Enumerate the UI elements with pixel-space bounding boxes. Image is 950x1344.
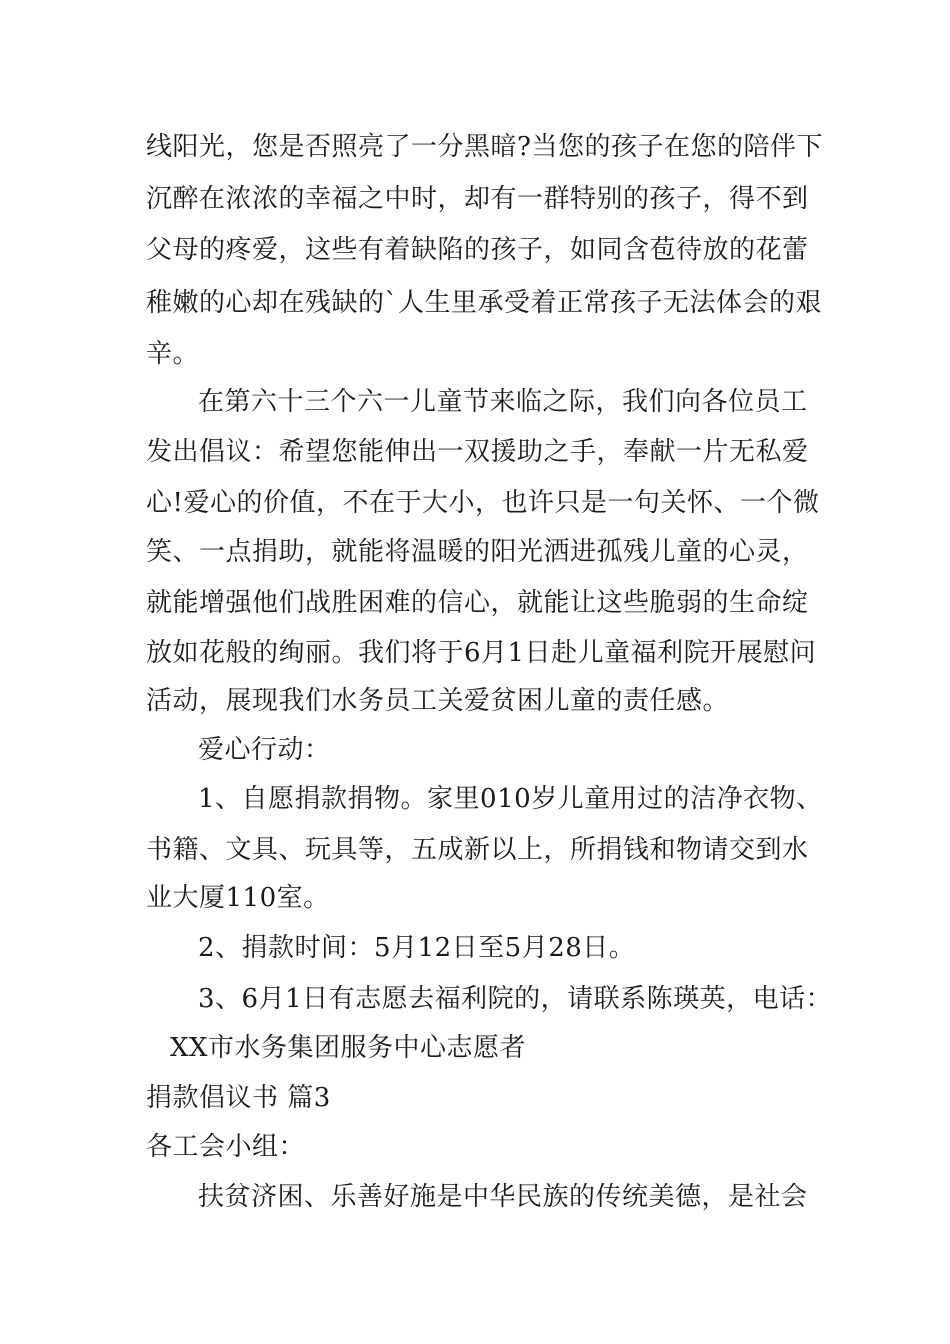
list-item: 1、自愿捐款捐物。家里010岁儿童用过的洁净衣物、: [198, 784, 823, 814]
list-item: 3、6月1日有志愿去福利院的，请联系陈瑛英，电话：: [198, 984, 833, 1014]
paragraph-line: 扶贫济困、乐善好施是中华民族的传统美德，是社会: [198, 1182, 808, 1212]
paragraph-line: 在第六十三个六一儿童节来临之际，我们向各位员工: [198, 387, 808, 417]
list-item-continuation: 业大厦110室。: [146, 883, 330, 913]
paragraph-line: 父母的疼爱，这些有着缺陷的孩子，如同含苞待放的花蕾: [146, 235, 809, 265]
signature: XX市水务集团服务中心志愿者: [170, 1033, 527, 1063]
paragraph-line: 沉醉在浓浓的幸福之中时，却有一群特别的孩子，得不到: [146, 184, 809, 214]
paragraph-line: 辛。: [146, 339, 200, 369]
paragraph-line: 稚嫩的心却在残缺的`人生里承受着正常孩子无法体会的艰: [146, 288, 823, 318]
list-item: 2、捐款时间：5月12日至5月28日。: [198, 933, 636, 963]
paragraph-line: 就能增强他们战胜困难的信心，就能让这些脆弱的生命绽: [146, 588, 809, 618]
paragraph-line: 线阳光，您是否照亮了一分黑暗?当您的孩子在您的陪伴下: [146, 132, 823, 162]
salutation: 各工会小组：: [146, 1132, 306, 1162]
list-item-continuation: 书籍、文具、玩具等，五成新以上，所捐钱和物请交到水: [146, 835, 809, 865]
paragraph-line: 放如花般的绚丽。我们将于6月1日赴儿童福利院开展慰问: [146, 638, 817, 668]
paragraph-line: 笑、一点捐助，就能将温暖的阳光洒进孤残儿童的心灵，: [146, 537, 809, 567]
paragraph-line: 活动，展现我们水务员工关爱贫困儿童的责任感。: [146, 686, 730, 716]
paragraph-line: 心!爱心的价值，不在于大小，也许只是一句关怀、一个微: [146, 488, 820, 518]
paragraph-line: 发出倡议：希望您能伸出一双援助之手，奉献一片无私爱: [146, 437, 809, 467]
section-title: 捐款倡议书 篇3: [146, 1083, 331, 1113]
action-heading: 爱心行动：: [198, 735, 331, 765]
